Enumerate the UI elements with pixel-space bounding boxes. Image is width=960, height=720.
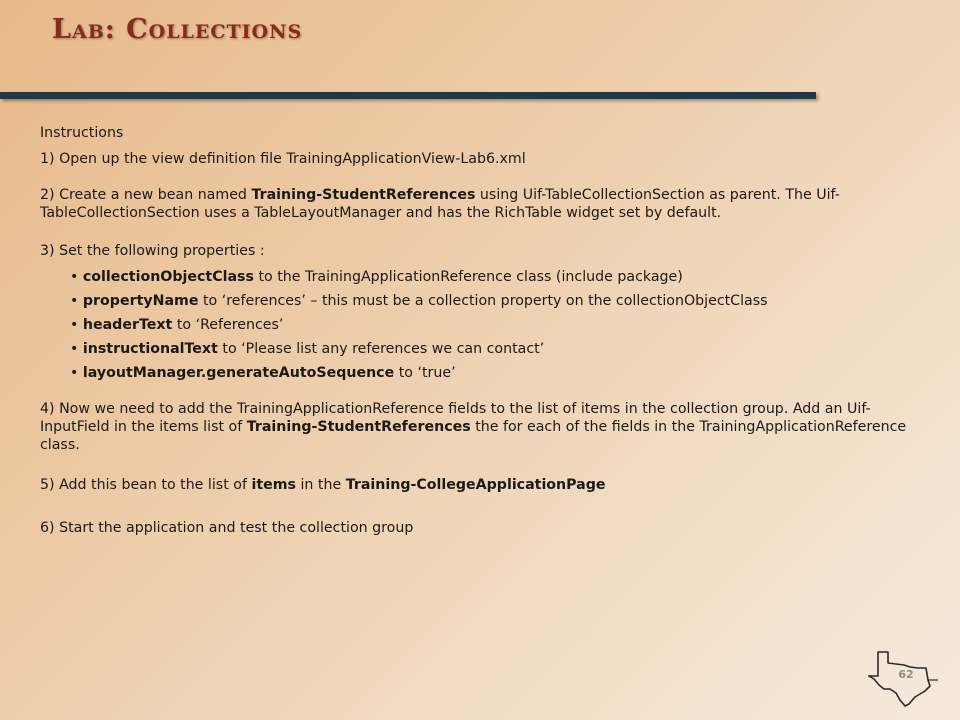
slide-body (40, 124, 910, 537)
property-name: layoutManager.generateAutoSequence (82, 365, 395, 381)
property-name: headerText (82, 317, 173, 333)
property-item (70, 316, 910, 334)
property-desc: to the TrainingApplicationReference class (include package) (253, 269, 683, 285)
property-desc: to ‘true’ (394, 365, 456, 381)
property-desc: to ‘References’ (172, 317, 284, 333)
property-desc: to ‘Please list any references we can contact’ (217, 341, 545, 357)
property-item (70, 268, 910, 286)
step-5-items: items (251, 477, 296, 493)
step-4-bean: Training-StudentReferences (246, 419, 471, 435)
step-4-post: the for each of the fields in the TrainingApplicationReference class. (40, 419, 907, 453)
property-item (70, 364, 910, 382)
title-divider (0, 92, 816, 99)
instructions-heading: Instructions (40, 125, 124, 141)
step-4-pre: 4) Now we need to add the TrainingApplicationReference fields to the list of items in the collection group. Add an Uif-InputField in the items list of (40, 401, 871, 435)
step-5-mid: in the (295, 477, 346, 493)
property-list (40, 268, 910, 382)
page-number: 62 (898, 668, 914, 681)
property-name: propertyName (82, 293, 199, 309)
step-3-lead: 3) Set the following properties : (40, 243, 265, 259)
step-2-bean: Training-StudentReferences (251, 187, 476, 203)
step-2-post: using Uif-TableCollectionSection as parent. The Uif-TableCollectionSection uses a TableLayoutManager and has the RichTable widget set by default. (40, 187, 840, 221)
property-item (70, 340, 910, 358)
property-name: instructionalText (82, 341, 218, 357)
step-6: 6) Start the application and test the collection group (40, 520, 414, 536)
step-5 (40, 476, 910, 494)
step-1: 1) Open up the view definition file TrainingApplicationView-Lab6.xml (40, 151, 526, 167)
step-5-page: Training-CollegeApplicationPage (345, 477, 606, 493)
property-item (70, 292, 910, 310)
slide-title: Lab: Collections (52, 14, 303, 45)
property-desc: to ‘references’ – this must be a collection property on the collectionObjectClass (198, 293, 768, 309)
step-5-pre: 5) Add this bean to the list of (40, 477, 252, 493)
step-4 (40, 400, 910, 454)
step-2 (40, 186, 910, 222)
step-2-pre: 2) Create a new bean named (40, 187, 252, 203)
property-name: collectionObjectClass (82, 269, 254, 285)
